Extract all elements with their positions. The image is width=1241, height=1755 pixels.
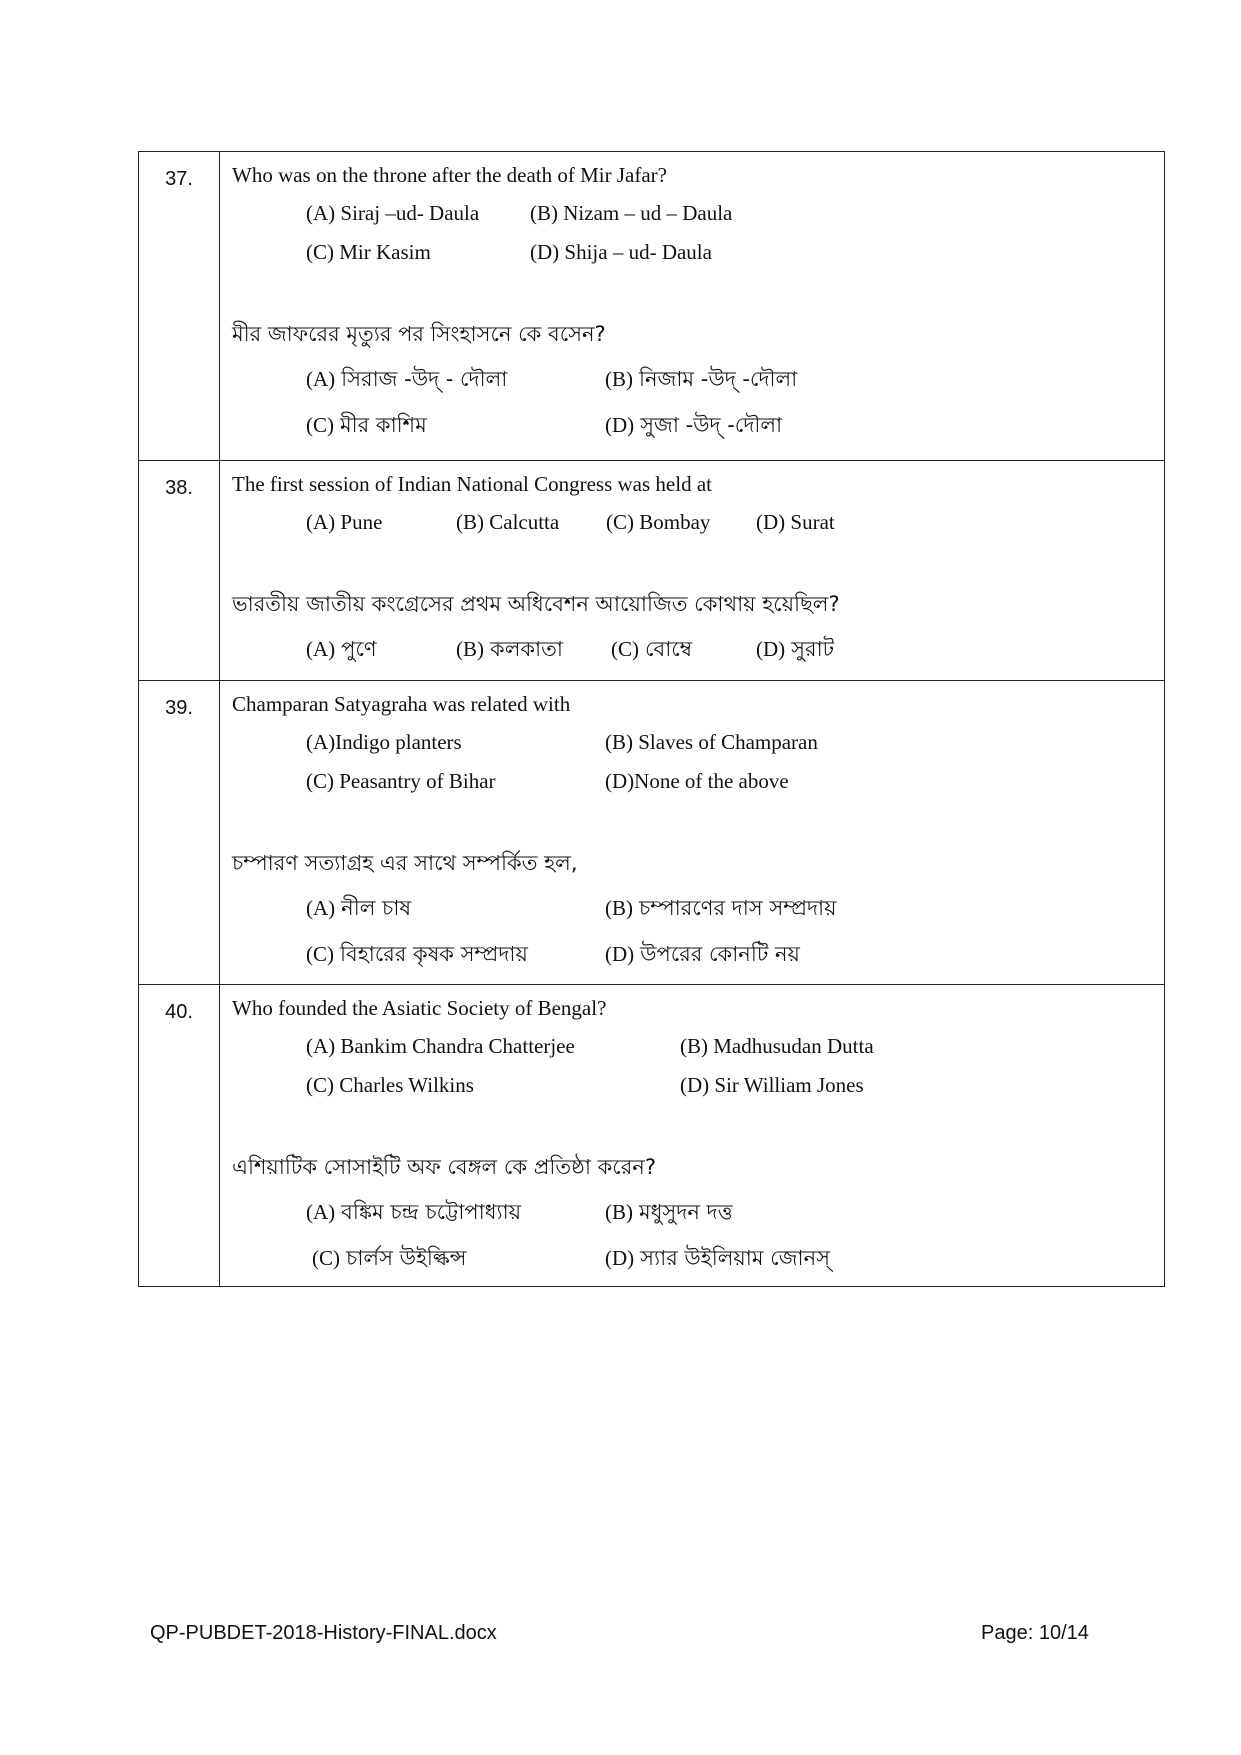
option-en: (C) Bombay xyxy=(606,510,711,534)
option-bn xyxy=(306,402,605,448)
option-label: (A) xyxy=(306,1200,336,1224)
question-number: 40. xyxy=(139,985,220,1287)
option-bn xyxy=(312,1235,605,1281)
question-row-40 xyxy=(139,985,1165,1287)
question-text-en: Who founded the Asiatic Society of Bengal? xyxy=(232,996,607,1020)
option-en: (D)None of the above xyxy=(605,769,789,793)
option-text: চার্লস উইল্কিন্স xyxy=(346,1246,467,1270)
option-en: (D) Sir William Jones xyxy=(680,1073,864,1097)
option-text: নীল চাষ xyxy=(341,896,412,920)
question-cell xyxy=(220,985,1165,1287)
option-en: (B) Calcutta xyxy=(456,510,560,534)
question-text-bn: ভারতীয় জাতীয় কংগ্রেসের প্রথম অধিবেশন আয়োজিত কোথায় হয়েছিল? xyxy=(232,592,840,616)
option-text: বঙ্কিম চন্দ্র চট্টোপাধ্যায় xyxy=(341,1200,522,1224)
option-en: (C) Peasantry of Bihar xyxy=(306,769,496,793)
option-label: (C) xyxy=(312,1246,340,1270)
option-bn xyxy=(756,626,834,672)
option-en: (B) Nizam – ud – Daula xyxy=(530,201,733,225)
question-cell xyxy=(220,681,1165,985)
option-bn xyxy=(306,885,605,931)
option-text: নিজাম -উদ্ -দৌলা xyxy=(639,367,798,391)
option-bn xyxy=(306,626,456,672)
question-row-39 xyxy=(139,681,1165,985)
question-text-en: The first session of Indian National Congress was held at xyxy=(232,472,712,496)
option-label: (A) xyxy=(306,896,336,920)
option-bn xyxy=(605,931,800,977)
footer-filename: QP-PUBDET-2018-History-FINAL.docx xyxy=(150,1622,497,1644)
question-number: 39. xyxy=(139,681,220,985)
option-bn xyxy=(605,402,782,448)
option-label: (B) xyxy=(605,1200,633,1224)
option-label: (C) xyxy=(611,637,639,661)
option-en: (A) Siraj –ud- Daula xyxy=(306,201,480,225)
option-text: বোম্বে xyxy=(645,637,693,661)
option-text: চম্পারণের দাস সম্প্রদায় xyxy=(639,896,837,920)
question-cell xyxy=(220,152,1165,461)
option-text: সুরাট xyxy=(791,637,835,661)
option-text: পুণে xyxy=(341,637,377,661)
option-text: মধুসুদন দত্ত xyxy=(639,1200,733,1224)
option-en: (A) Bankim Chandra Chatterjee xyxy=(306,1034,575,1058)
option-text: সিরাজ -উদ্ - দৌলা xyxy=(341,367,508,391)
question-text-en: Champaran Satyagraha was related with xyxy=(232,692,571,716)
option-text: উপরের কোনটি নয় xyxy=(640,942,800,966)
option-bn xyxy=(605,356,797,402)
question-text-bn: এশিয়াটিক সোসাইটি অফ বেঙ্গল কে প্রতিষ্ঠা করেন? xyxy=(232,1155,656,1179)
option-bn xyxy=(611,626,756,672)
option-en: (B) Slaves of Champaran xyxy=(605,730,818,754)
option-bn xyxy=(605,885,837,931)
option-en: (B) Madhusudan Dutta xyxy=(680,1034,874,1058)
option-label: (B) xyxy=(605,367,633,391)
question-row-38 xyxy=(139,461,1165,681)
option-label: (D) xyxy=(605,942,635,966)
option-bn xyxy=(306,1189,605,1235)
option-label: (A) xyxy=(306,367,336,391)
footer-page-number: Page: 10/14 xyxy=(981,1622,1089,1644)
option-text: কলকাতা xyxy=(490,637,563,661)
option-label: (A) xyxy=(306,637,336,661)
option-label: (D) xyxy=(605,413,635,437)
question-text-bn: চম্পারণ সত্যাগ্রহ এর সাথে সম্পর্কিত হল, xyxy=(232,851,578,875)
option-bn xyxy=(605,1235,830,1281)
option-text: বিহারের কৃষক সম্প্রদায় xyxy=(340,942,528,966)
question-text-en: Who was on the throne after the death of Mir Jafar? xyxy=(232,163,667,187)
option-en: (C) Mir Kasim xyxy=(306,240,431,264)
option-label: (C) xyxy=(306,413,334,437)
option-en: (A) Pune xyxy=(306,510,383,534)
option-text: স্যার উইলিয়াম জোনস্ xyxy=(640,1246,830,1270)
option-en: (C) Charles Wilkins xyxy=(306,1073,474,1097)
option-bn xyxy=(306,356,605,402)
option-text: মীর কাশিম xyxy=(340,413,427,437)
option-en: (D) Shija – ud- Daula xyxy=(530,240,712,264)
option-label: (D) xyxy=(605,1246,635,1270)
question-cell xyxy=(220,461,1165,681)
option-label: (B) xyxy=(456,637,484,661)
option-label: (C) xyxy=(306,942,334,966)
option-bn xyxy=(306,931,605,977)
question-row-37 xyxy=(139,152,1165,461)
question-table xyxy=(138,151,1165,1287)
option-label: (D) xyxy=(756,637,786,661)
option-label: (B) xyxy=(605,896,633,920)
question-text-bn: মীর জাফরের মৃত্যুর পর সিংহাসনে কে বসেন? xyxy=(232,322,606,346)
option-bn xyxy=(456,626,611,672)
option-en: (A)Indigo planters xyxy=(306,730,462,754)
question-number: 37. xyxy=(139,152,220,461)
option-bn xyxy=(605,1189,733,1235)
option-en: (D) Surat xyxy=(756,510,835,534)
question-number: 38. xyxy=(139,461,220,681)
option-text: সুজা -উদ্ -দৌলা xyxy=(640,413,783,437)
